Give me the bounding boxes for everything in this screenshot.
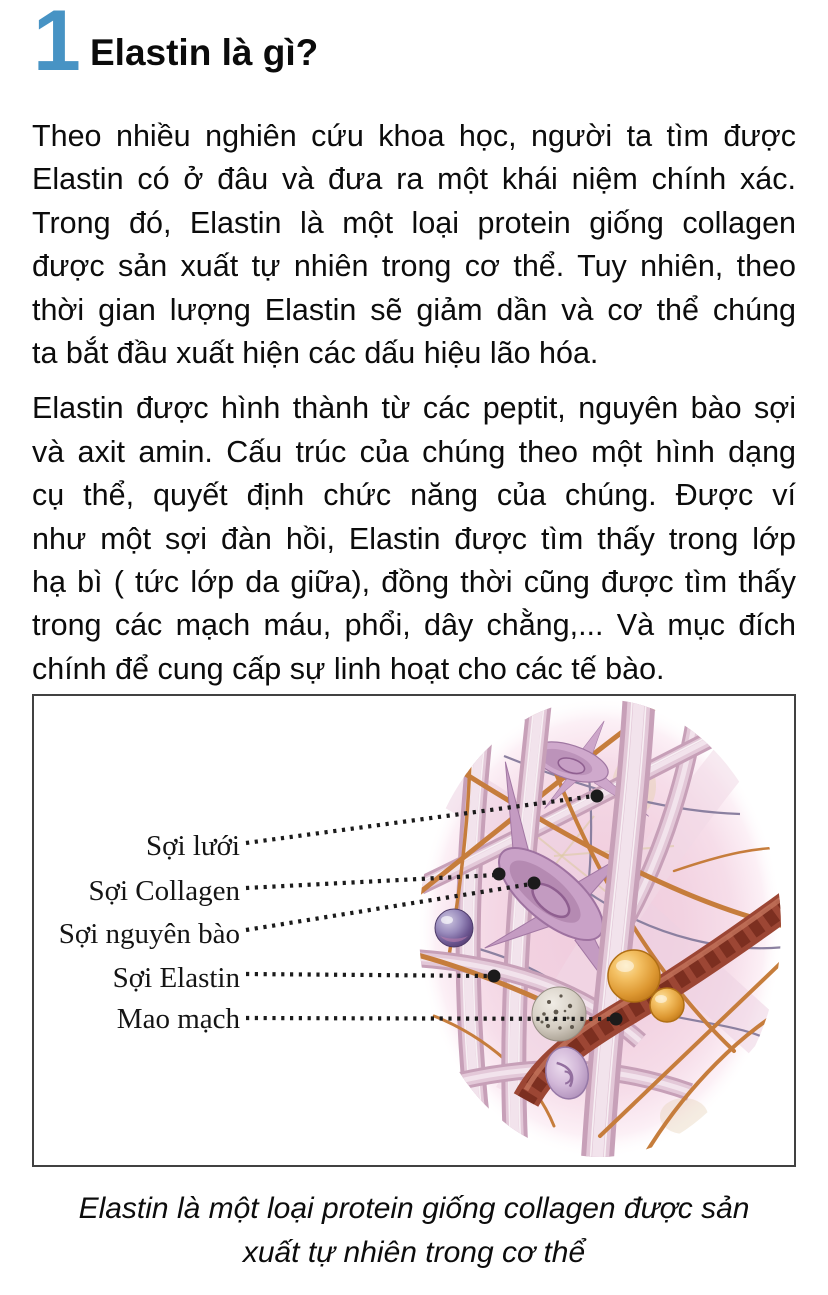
paragraph-line: Elastin có ở đâu và đưa ra một khái niệm chính xác. [32, 162, 796, 197]
paragraph-line: hạ bì ( tức lớp da giữa), đồng thời cũng được tìm thấy [32, 565, 796, 600]
paragraph-line: được sản xuất tự nhiên trong cơ thể. Tuy nhiên, theo [32, 249, 796, 284]
paragraph-2 [32, 387, 796, 691]
paragraph-line: như một sợi đàn hồi, Elastin được tìm thấy trong lớp [32, 521, 796, 556]
paragraph-line: và axit amin. Cấu trúc của chúng theo một hình dạng [32, 434, 796, 469]
figure-label-mao-mach: Mao mạch [116, 1003, 240, 1036]
paragraph-line: Theo nhiều nghiên cứu khoa học, người ta tìm được [32, 119, 796, 153]
figure-label-soi-elastin: Sợi Elastin [112, 962, 240, 995]
paragraph-line: trong các mạch máu, phổi, dây chằng,... Và mục đích [32, 608, 796, 643]
section-header [32, 0, 796, 100]
figure-labels [59, 830, 241, 1035]
paragraph-line: Elastin được hình thành từ các peptit, nguyên bào sợi [32, 391, 796, 426]
paragraph-line: chính để cung cấp sự linh hoạt cho các tế bào. [32, 651, 665, 686]
blue-cell [435, 909, 473, 947]
gray-speckled-cell [532, 987, 586, 1041]
section-title: Elastin là gì? [90, 32, 319, 73]
figure-label-soi-nguyen-bao: Sợi nguyên bào [58, 918, 240, 951]
paragraph-1 [32, 115, 796, 375]
figure-frame [32, 694, 796, 1167]
caption-line: Elastin là một loại protein giống collagen được sản [78, 1192, 750, 1226]
paragraph-line: thời gian lượng Elastin sẽ giảm dần và cơ thể chúng [32, 292, 796, 327]
paragraph-line: ta bắt đầu xuất hiện các dấu hiệu lão hóa. [32, 336, 599, 371]
figure-label-soi-luoi: Sợi lưới [146, 830, 240, 863]
figure-label-soi-collagen: Sợi Collagen [88, 875, 240, 908]
paragraph-line: Trong đó, Elastin là một loại protein giống collagen [32, 205, 796, 240]
figure-caption [32, 1187, 796, 1275]
paragraph-line: cụ thể, quyết định chức năng của chúng. Được ví [32, 478, 796, 513]
section-number: 1 [33, 0, 79, 89]
skin-fiber-illustration [34, 696, 794, 1165]
caption-line: xuất tự nhiên trong cơ thể [242, 1236, 586, 1270]
